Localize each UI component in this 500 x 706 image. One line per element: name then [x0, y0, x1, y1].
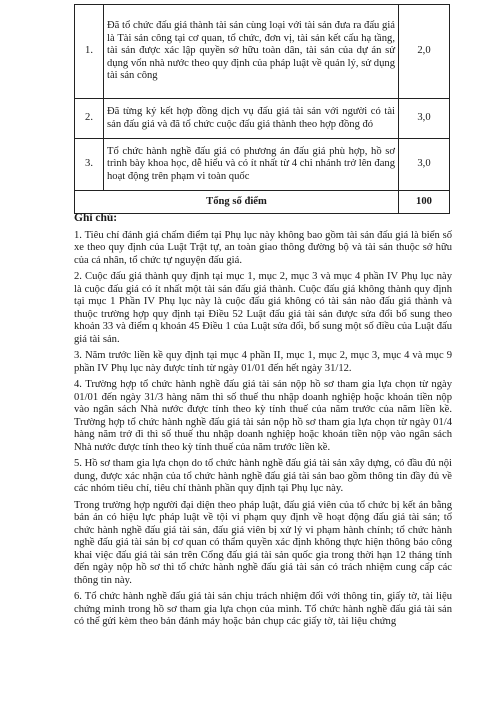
note-paragraph: 4. Trường hợp tổ chức hành nghề đấu giá tài sản nộp hồ sơ tham gia lựa chọn từ ngày 01/01 đến ngày 31/3 hàng năm thì số thuế thu nhập doanh nghiệp hoặc khoản tiền nộp vào ngân sách Nhà nước được tính theo kỳ tính thuế của năm trước của năm liền kề. Trường hợp tổ chức hành nghề đấu giá tài sản nộp hồ sơ tham gia lựa chọn từ ngày 01/4 hàng năm trở đi thì số thuế thu nhập doanh nghiệp hoặc khoản tiền nộp vào ngân sách Nhà nước được tính theo kỳ tính thuế của năm trước liền kề.: [74, 379, 452, 453]
note-paragraph: 5. Hồ sơ tham gia lựa chọn do tổ chức hành nghề đấu giá tài sản xây dựng, có đầu đủ nội dung, được xác nhận của tổ chức hành nghề đấu giá tài sản bao gồm thông tin đầy đủ về các nhóm tiêu chí, tiêu chí thành phần quy định tại Phụ lục này.: [74, 458, 452, 494]
note-paragraph: 2. Cuộc đấu giá thành quy định tại mục 1, mục 2, mục 3 và mục 4 phần IV Phụ lục này là cuộc đấu giá có ít nhất một tài sản đấu giá thành. Cuộc đấu giá không thành quy định tại mục 1 Phần IV Phụ lục này là cuộc đấu giá không có tài sản nào đấu giá thành và thuộc trường hợp quy định tại Điều 52 Luật đấu giá tài sản được sửa đổi bổ sung theo khoản 33 và điểm q khoản 45 Điều 1 của Luật sửa đổi, bổ sung một số điều của Luật đấu giá tài sản.: [74, 271, 452, 345]
score-value: 3,0: [399, 139, 450, 191]
notes-heading: Ghi chú:: [74, 212, 118, 224]
criterion-text: Tổ chức hành nghề đấu giá có phương án đấu giá phù hợp, hồ sơ trình bày khoa học, dễ hiểu và có ít nhất từ 4 chi nhánh trở lên đang hoạt động trên phạm vi toàn quốc: [104, 139, 399, 191]
note-paragraph: 6. Tổ chức hành nghề đấu giá tài sản chịu trách nhiệm đối với thông tin, giấy tờ, tài liệu chứng minh trong hồ sơ tham gia lựa chọn của mình. Tổ chức hành nghề đấu giá tài sản có thể gửi kèm theo bản đánh máy hoặc bản chụp các giấy tờ, tài liệu chứng: [74, 591, 452, 627]
note-paragraph: 1. Tiêu chí đánh giá chấm điểm tại Phụ lục này không bao gồm tài sản đấu giá là biển số xe theo quy định của Luật Trật tự, an toàn giao thông đường bộ và tài sản thuộc sở hữu của cá nhân, tổ chức tự nguyện đấu giá.: [74, 229, 452, 266]
score-value: 3,0: [399, 99, 450, 139]
total-label: Tổng số điểm: [75, 191, 399, 214]
note-paragraph: Trong trường hợp người đại diện theo pháp luật, đấu giá viên của tổ chức bị kết án bằng bản án có hiệu lực pháp luật về tội vi phạm quy định về hoạt động đấu giá tài sản; tổ chức hành nghề đấu giá tài sản, đấu giá viên bị xử lý vi phạm hành chính; tổ chức hành nghề đấu giá tài sản bị cơ quan có thẩm quyền xác định không thực hiện thông báo công khai việc đấu giá tài sản trên Cổng đấu giá tài sản quốc gia trong thời hạn 12 tháng tính đến ngày nộp hồ sơ thì tổ chức hành nghề đấu giá tài sản có trách nhiệm cung cấp các thông tin này.: [74, 499, 452, 586]
table-row: [75, 5, 450, 99]
score-value: 2,0: [399, 5, 450, 99]
table-row: [75, 99, 450, 139]
table-row: [75, 139, 450, 191]
note-paragraph: 3. Năm trước liền kề quy định tại mục 4 phần II, mục 1, mục 2, mục 3, mục 4 và mục 9 phần IV Phụ lục này được tính từ ngày 01/01 đến hết ngày 31/12.: [74, 350, 452, 374]
row-number: 3.: [75, 139, 104, 191]
row-number: 2.: [75, 99, 104, 139]
criterion-text: Đã tổ chức đấu giá thành tài sản cùng loại với tài sản đưa ra đấu giá là Tài sản công tại cơ quan, tổ chức, đơn vị, tài sản kết cấu hạ tầng, tài sản được xác lập quyền sở hữu toàn dân, tài sản của dự án sử dụng vốn nhà nước theo quy định của pháp luật về quản lý, sử dụng tài sản công: [104, 5, 399, 99]
notes-section: [74, 212, 452, 633]
row-number: 1.: [75, 5, 104, 99]
criterion-text: Đã từng ký kết hợp đồng dịch vụ đấu giá tài sản với người có tài sản đấu giá và đã tổ chức cuộc đấu giá thành theo hợp đồng đó: [104, 99, 399, 139]
table-total-row: [75, 191, 450, 214]
scoring-table: [74, 4, 450, 214]
total-value: 100: [399, 191, 450, 214]
